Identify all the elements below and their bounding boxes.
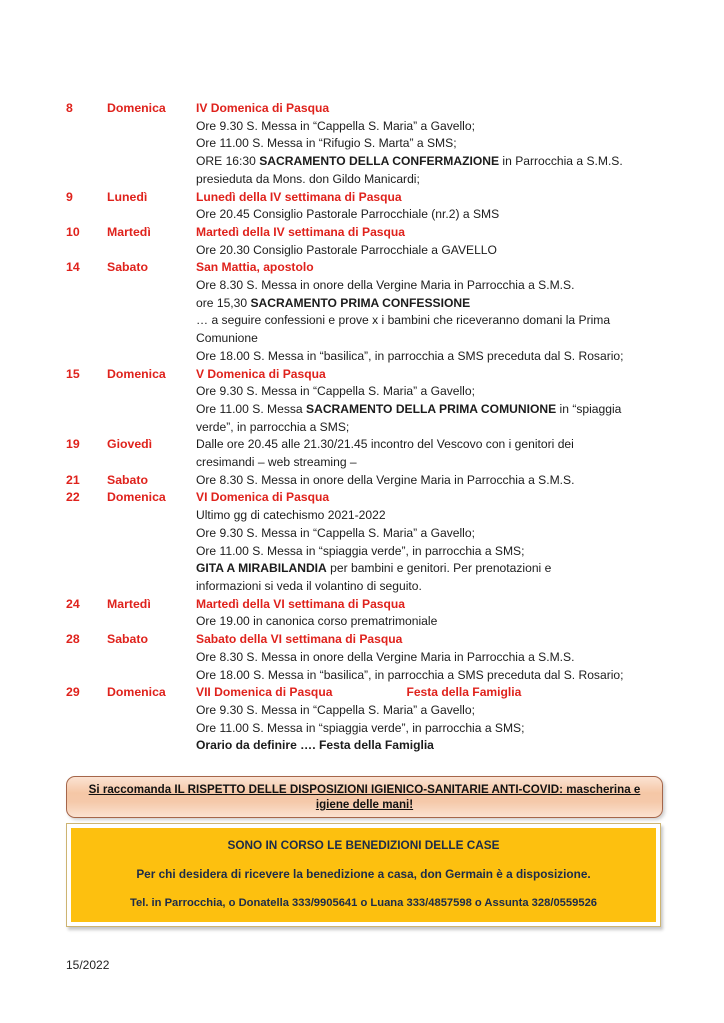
event-text-segment: Ultimo gg di catechismo 2021-2022 (196, 508, 386, 523)
event-text-segment: Ore 11.00 S. Messa in “spiaggia verde”, in parrocchia a SMS; (196, 543, 525, 558)
event-text-segment: Ore 20.30 Consiglio Pastorale Parrocchiale a GAVELLO (196, 242, 497, 257)
benedizioni-phone-line: Tel. in Parrocchia, o Donatella 333/9905641 o Luana 333/4857598 o Assunta 328/0559526 (129, 897, 598, 910)
event-text-segment: Ore 11.00 S. Messa (196, 401, 307, 416)
event-date: 29 (66, 685, 80, 700)
event-description (196, 596, 663, 631)
event-text-segment: Ore 20.45 Consiglio Pastorale Parrocchiale (nr.2) a SMS (196, 207, 500, 222)
event-row (66, 596, 663, 631)
event-text-segment: Comunione (196, 331, 258, 346)
event-row (66, 684, 663, 755)
event-line (196, 613, 663, 631)
event-text-segment: per bambini e genitori. Per prenotazioni e (326, 561, 552, 576)
event-line (196, 206, 663, 224)
event-line (196, 560, 663, 578)
event-row (66, 436, 663, 471)
event-line (196, 348, 663, 366)
event-row (66, 259, 663, 365)
event-line (196, 702, 663, 720)
event-line (196, 649, 663, 667)
event-text-segment: Ore 11.00 S. Messa in “Rifugio S. Marta” a SMS; (196, 136, 457, 151)
event-text-segment: IV Domenica di Pasqua (196, 101, 330, 115)
event-description (196, 224, 663, 259)
event-text-segment: SACRAMENTO DELLA PRIMA COMUNIONE (306, 401, 557, 416)
event-line (196, 578, 663, 596)
event-text-segment: Ore 11.00 S. Messa in “spiaggia verde”, in parrocchia a SMS; (196, 720, 525, 735)
event-text-segment: Martedì della IV settimana di Pasqua (196, 224, 406, 239)
event-date: 28 (66, 632, 80, 647)
event-row (66, 366, 663, 437)
event-day: Lunedì (107, 189, 148, 204)
event-text-segment: Ore 18.00 S. Messa in “basilica”, in parrocchia a SMS preceduta dal S. Rosario; (196, 348, 624, 363)
event-line (196, 631, 663, 649)
event-line (196, 401, 663, 419)
event-text-segment: SACRAMENTO PRIMA CONFESSIONE (250, 295, 471, 310)
event-day: Domenica (107, 101, 166, 115)
event-line (196, 171, 663, 189)
event-text-segment: Lunedì della IV settimana di Pasqua (196, 189, 402, 204)
event-text-segment: Ore 9.30 S. Messa in “Cappella S. Maria” a Gavello; (196, 118, 475, 133)
covid-notice-box (66, 776, 663, 818)
event-description (196, 436, 663, 471)
event-line (196, 383, 663, 401)
event-text-segment: Ore 18.00 S. Messa in “basilica”, in parrocchia a SMS preceduta dal S. Rosario; (196, 667, 624, 682)
event-row (66, 189, 663, 224)
event-text-segment: ore 15,30 (196, 295, 251, 310)
event-text-segment: … a seguire confessioni e prove x i bambini che riceveranno domani la Prima (196, 313, 611, 328)
event-line (196, 259, 663, 277)
event-day: Sabato (107, 260, 148, 275)
event-line (196, 472, 663, 490)
event-description (196, 366, 663, 437)
event-line (196, 118, 663, 136)
event-text-segment: ORE 16:30 (196, 154, 260, 169)
event-line (196, 153, 663, 171)
event-text-segment: Sabato della VI settimana di Pasqua (196, 632, 403, 647)
event-line (196, 224, 663, 242)
event-text-segment: VI Domenica di Pasqua (196, 490, 330, 505)
event-description (196, 189, 663, 224)
event-text-segment: V Domenica di Pasqua (196, 366, 326, 381)
event-text-segment: Ore 8.30 S. Messa in onore della Vergine Maria in Parrocchia a S.M.S. (196, 649, 575, 664)
benedizioni-box-inner (71, 828, 656, 922)
event-line (196, 295, 663, 313)
event-date: 9 (66, 189, 73, 204)
events-schedule (66, 100, 663, 755)
event-text-segment: Festa della Famiglia (406, 685, 522, 700)
event-text-segment: Ore 9.30 S. Messa in “Cappella S. Maria” a Gavello; (196, 702, 475, 717)
event-line (196, 366, 663, 384)
event-text-segment: presieduta da Mons. don Gildo Manicardi; (196, 171, 420, 186)
event-line (196, 419, 663, 437)
event-text-segment: Ore 9.30 S. Messa in “Cappella S. Maria” a Gavello; (196, 525, 475, 540)
event-text-segment: San Mattia, apostolo (196, 260, 314, 275)
event-row (66, 472, 663, 490)
event-line (196, 489, 663, 507)
event-date: 10 (66, 224, 80, 239)
event-text-segment: Dalle ore 20.45 alle 21.30/21.45 incontro del Vescovo con i genitori dei (196, 437, 574, 452)
benedizioni-line: Per chi desidera di ricevere la benedizione a casa, don Germain è a disposizione. (136, 867, 591, 882)
event-line (196, 454, 663, 472)
event-row (66, 224, 663, 259)
event-row (66, 100, 663, 189)
event-text-segment: in Parrocchia a S.M.S. (499, 154, 623, 169)
event-text-segment: informazioni si veda il volantino di seguito. (196, 578, 422, 593)
event-description (196, 684, 663, 755)
event-line (196, 100, 663, 118)
event-day: Sabato (107, 472, 148, 487)
event-text-segment: in “spiaggia (556, 401, 622, 416)
covid-notice-text: Si raccomanda IL RISPETTO DELLE DISPOSIZIONI IGIENICO-SANITARIE ANTI-COVID: mascherina e igiene delle mani! (88, 782, 641, 812)
event-day: Sabato (107, 632, 148, 647)
event-text-segment: Martedì della VI settimana di Pasqua (196, 596, 406, 611)
event-row (66, 631, 663, 684)
benedizioni-title: SONO IN CORSO LE BENEDIZIONI DELLE CASE (227, 838, 500, 853)
event-text-segment: cresimandi – web streaming – (196, 455, 357, 470)
event-line (196, 507, 663, 525)
event-day: Domenica (107, 366, 166, 381)
event-row (66, 489, 663, 595)
event-line (196, 135, 663, 153)
page-number: 15/2022 (66, 958, 110, 972)
event-day: Martedì (107, 596, 151, 611)
event-date: 14 (66, 260, 80, 275)
event-day: Domenica (107, 490, 166, 505)
event-line (196, 684, 663, 702)
event-line (196, 312, 663, 330)
event-date: 22 (66, 490, 80, 505)
event-day: Martedì (107, 224, 151, 239)
event-text-segment: GITA A MIRABILANDIA (196, 561, 327, 576)
event-description (196, 259, 663, 365)
event-description (196, 489, 663, 595)
event-line (196, 436, 663, 454)
event-description (196, 631, 663, 684)
event-line (196, 242, 663, 260)
event-date: 8 (66, 101, 73, 115)
event-text-segment: SACRAMENTO DELLA CONFERMAZIONE (259, 154, 500, 169)
event-text-segment: Ore 8.30 S. Messa in onore della Vergine Maria in Parrocchia a S.M.S. (196, 472, 575, 487)
event-date: 21 (66, 472, 80, 487)
event-line (196, 667, 663, 685)
event-line (196, 720, 663, 738)
event-line (196, 277, 663, 295)
event-description (196, 100, 663, 189)
event-text-segment: Ore 9.30 S. Messa in “Cappella S. Maria” a Gavello; (196, 384, 475, 399)
benedizioni-box (66, 823, 661, 927)
event-line (196, 525, 663, 543)
event-description (196, 472, 663, 490)
event-text-segment: VII Domenica di Pasqua (196, 685, 333, 700)
event-date: 24 (66, 596, 80, 611)
event-date: 19 (66, 437, 80, 452)
event-day: Domenica (107, 685, 166, 700)
event-line (196, 596, 663, 614)
event-date: 15 (66, 366, 80, 381)
event-line (196, 737, 663, 755)
event-text-segment: verde”, in parrocchia a SMS; (196, 419, 350, 434)
event-line (196, 330, 663, 348)
event-text-segment: Orario da definire …. Festa della Famiglia (196, 738, 434, 753)
event-day: Giovedì (107, 437, 153, 452)
event-line (196, 189, 663, 207)
event-text-segment: Ore 19.00 in canonica corso prematrimoniale (196, 614, 438, 629)
event-line (196, 543, 663, 561)
event-text-segment: Ore 8.30 S. Messa in onore della Vergine Maria in Parrocchia a S.M.S. (196, 278, 575, 293)
